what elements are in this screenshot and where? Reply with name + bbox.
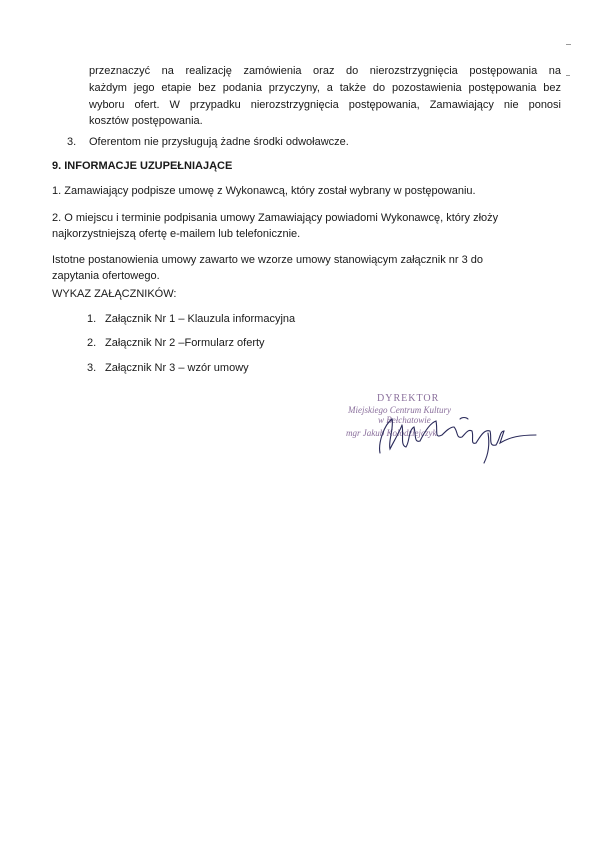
paragraph: Istotne postanowienia umowy zawarto we wzorze umowy stanowiącym załącznik nr 3 do <box>52 254 484 266</box>
stamp-line: Miejskiego Centrum Kultury <box>348 405 451 415</box>
paragraph: zapytania ofertowego. <box>52 270 160 282</box>
signature-icon <box>350 405 540 465</box>
list-item-text: Oferentom nie przysługują żadne środki odwoławcze. <box>89 136 349 148</box>
stamp-line: w Bełchatowie <box>378 415 431 425</box>
continuation-line: każdym jego etapie bez podania przyczyny, a także do pozostawienia postępowania bez <box>89 82 561 94</box>
stamp-line: mgr Jakub Kołodziejczyk <box>346 428 437 438</box>
scan-mark <box>566 75 570 76</box>
paragraph: najkorzystniejszą ofertę e-mailem lub telefonicznie. <box>52 228 301 240</box>
attachment-item: Załącznik Nr 3 – wzór umowy <box>105 362 249 374</box>
attachment-number: 2. <box>87 337 97 349</box>
attachment-item: Załącznik Nr 1 – Klauzula informacyjna <box>105 313 296 325</box>
scan-mark <box>566 44 571 45</box>
list-number: 3. <box>67 136 77 148</box>
continuation-line: przeznaczyć na realizację zamówienia oraz do nierozstrzygnięcia postępowania na <box>89 65 561 77</box>
paragraph: 2. O miejscu i terminie podpisania umowy Zamawiający powiadomi Wykonawcę, który złoży <box>52 212 499 224</box>
attachments-heading: WYKAZ ZAŁĄCZNIKÓW: <box>52 288 177 300</box>
continuation-line: wyboru ofert. W przypadku nierozstrzygnięcia postępowania, Zamawiający nie ponosi <box>89 99 561 111</box>
attachment-number: 3. <box>87 362 97 374</box>
paragraph: 1. Zamawiający podpisze umowę z Wykonawcą, który został wybrany w postępowaniu. <box>52 185 476 197</box>
section-heading: 9. INFORMACJE UZUPEŁNIAJĄCE <box>52 160 233 172</box>
stamp-title: DYREKTOR <box>377 393 440 404</box>
attachment-number: 1. <box>87 313 97 325</box>
continuation-line: kosztów postępowania. <box>89 115 203 127</box>
attachment-item: Załącznik Nr 2 –Formularz oferty <box>105 337 265 349</box>
